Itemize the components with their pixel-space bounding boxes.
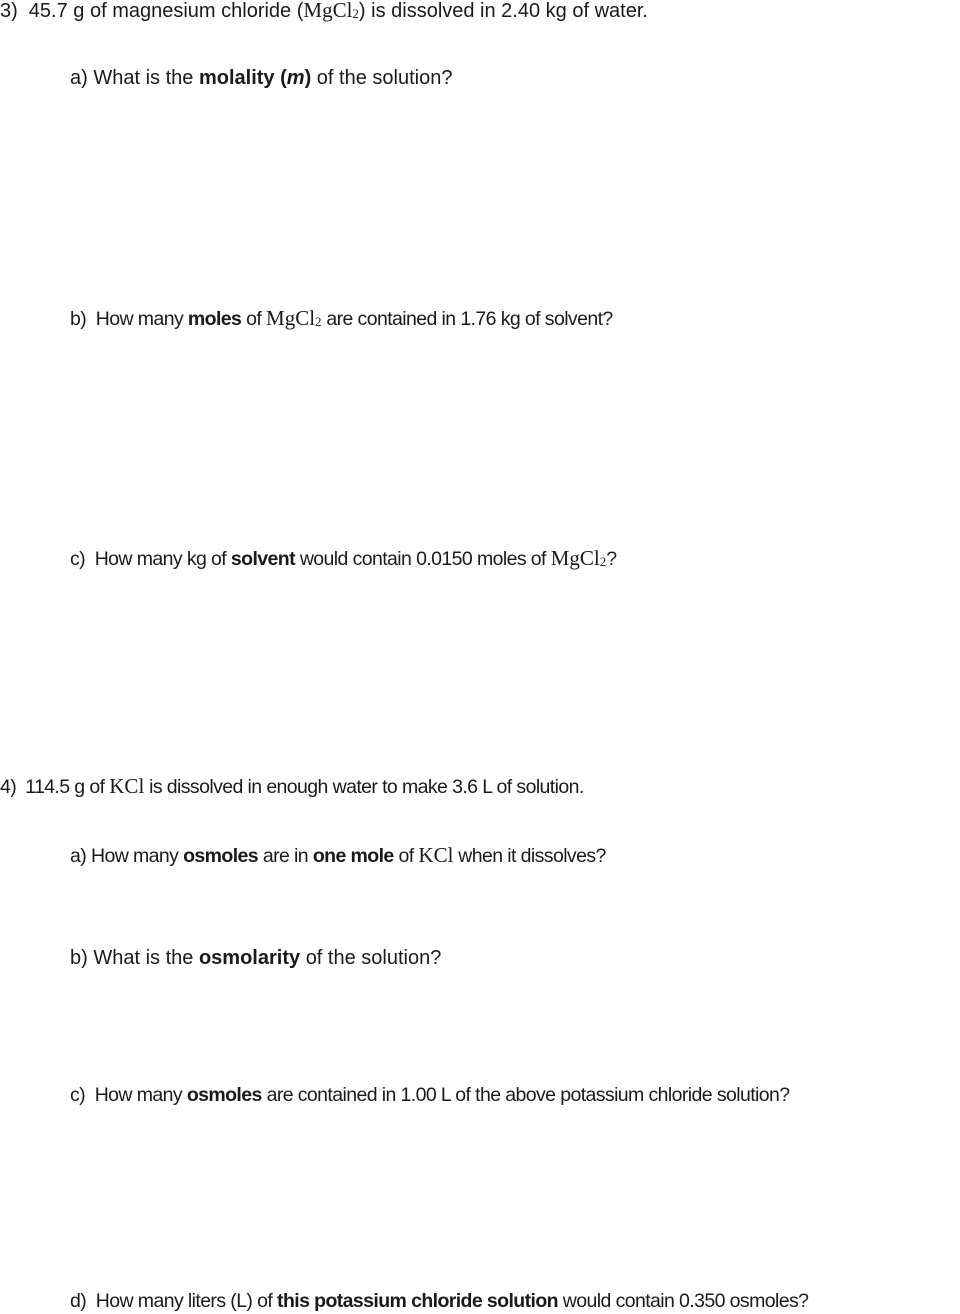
question-3a: a) What is the molality (m) of the solution? xyxy=(70,67,453,89)
key-term: one mole xyxy=(312,845,394,867)
chemical-formula: MgCl$_2$ xyxy=(266,306,322,330)
key-term: osmoles xyxy=(186,1084,262,1106)
key-term: this potassium chloride solution xyxy=(277,1290,558,1312)
question-3b: b) How many moles of MgCl$_2$ are contained in 1.76 kg of solvent? xyxy=(70,306,613,330)
part-label: d) xyxy=(70,1290,87,1312)
part-label: a) xyxy=(70,67,88,89)
part-label: b) xyxy=(70,308,87,330)
question-text: 45.7 g of magnesium chloride ( xyxy=(28,0,304,22)
question-number: 3) xyxy=(0,0,18,22)
chemical-formula: KCl xyxy=(109,774,145,798)
question-4d: d) How many liters (L) of this potassium chloride solution would contain 0.350 osmoles? xyxy=(70,1290,809,1312)
question-4-stem: 4) 114.5 g of KCl is dissolved in enough water to make 3.6 L of solution. xyxy=(0,774,584,798)
question-4c: c) How many osmoles are contained in 1.00 L of the above potassium chloride solution? xyxy=(70,1084,790,1106)
question-text: ) is dissolved in 2.40 kg of water. xyxy=(358,0,648,22)
part-label: a) xyxy=(70,845,87,867)
chemical-formula: MgCl$_2$ xyxy=(550,546,607,570)
part-label: c) xyxy=(70,1084,86,1106)
key-term: moles xyxy=(187,308,242,330)
key-term: molality (m) xyxy=(198,67,312,89)
chemical-formula: MgCl$_2$ xyxy=(303,0,359,22)
part-label: c) xyxy=(70,548,86,570)
key-term: osmoles xyxy=(183,845,259,867)
part-label: b) xyxy=(70,947,88,969)
question-number: 4) xyxy=(0,776,17,798)
question-4b: b) What is the osmolarity of the solution? xyxy=(70,947,442,969)
key-term: solvent xyxy=(230,548,295,570)
question-3-stem xyxy=(0,0,648,23)
question-3c: c) How many kg of solvent would contain 0.0150 moles of MgCl$_2$? xyxy=(70,546,617,570)
chemical-formula: KCl xyxy=(418,843,454,867)
question-4a: a) How many osmoles are in one mole of KCl when it dissolves? xyxy=(70,843,606,867)
key-term: osmolarity xyxy=(198,947,301,969)
